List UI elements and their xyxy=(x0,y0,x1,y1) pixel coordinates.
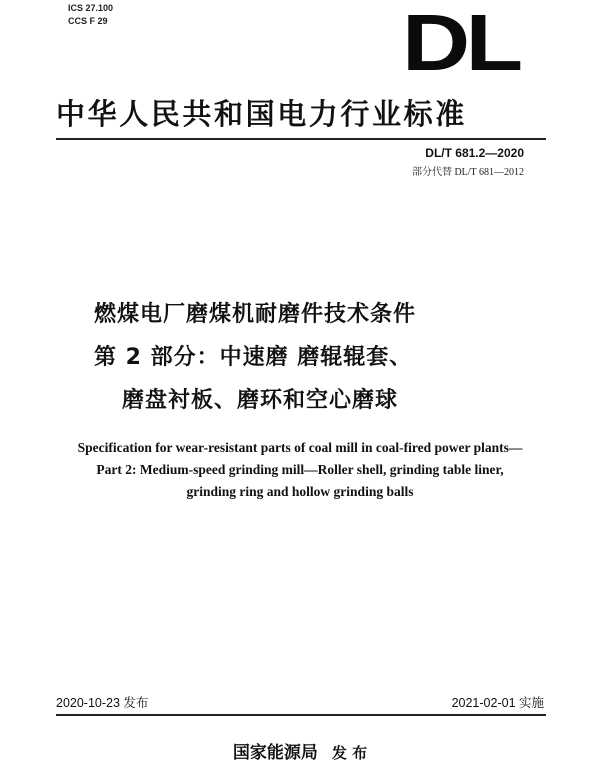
replaces-note: 部分代替 DL/T 681—2012 xyxy=(411,167,524,178)
issuer-action: 发 布 xyxy=(331,744,368,762)
ccs-code: CCS F 29 xyxy=(68,16,108,26)
title-en-line1: Specification for wear-resistant parts of coal mill in coal-fired power plants— xyxy=(77,440,523,455)
title-cn-line3: 磨盘衬板、磨环和空心磨球 xyxy=(122,388,399,413)
ics-code: ICS 27.100 xyxy=(68,3,114,13)
issue-date: 2020-10-23 发布 xyxy=(56,696,149,710)
standard-number: DL/T 681.2—2020 xyxy=(425,146,524,160)
title-en-line3: grinding ring and hollow grinding balls xyxy=(186,484,414,499)
title-cn-line1: 燃煤电厂磨煤机耐磨件技术条件 xyxy=(94,302,417,327)
organization-title: 中华人民共和国电力行业标准 xyxy=(56,97,467,131)
classification-codes xyxy=(68,2,113,28)
header-divider xyxy=(56,138,546,140)
title-en-line2: Part 2: Medium-speed grinding mill—Roller shell, grinding table liner, xyxy=(96,462,504,477)
title-cn-line2: 第 2 部分：中速磨 磨辊辊套、 xyxy=(94,345,413,370)
footer-divider xyxy=(56,714,546,716)
effective-date: 2021-02-01 实施 xyxy=(451,696,544,710)
dl-logo: DL xyxy=(402,0,519,87)
issuer xyxy=(0,738,600,763)
issuer-name: 国家能源局 xyxy=(232,743,318,763)
